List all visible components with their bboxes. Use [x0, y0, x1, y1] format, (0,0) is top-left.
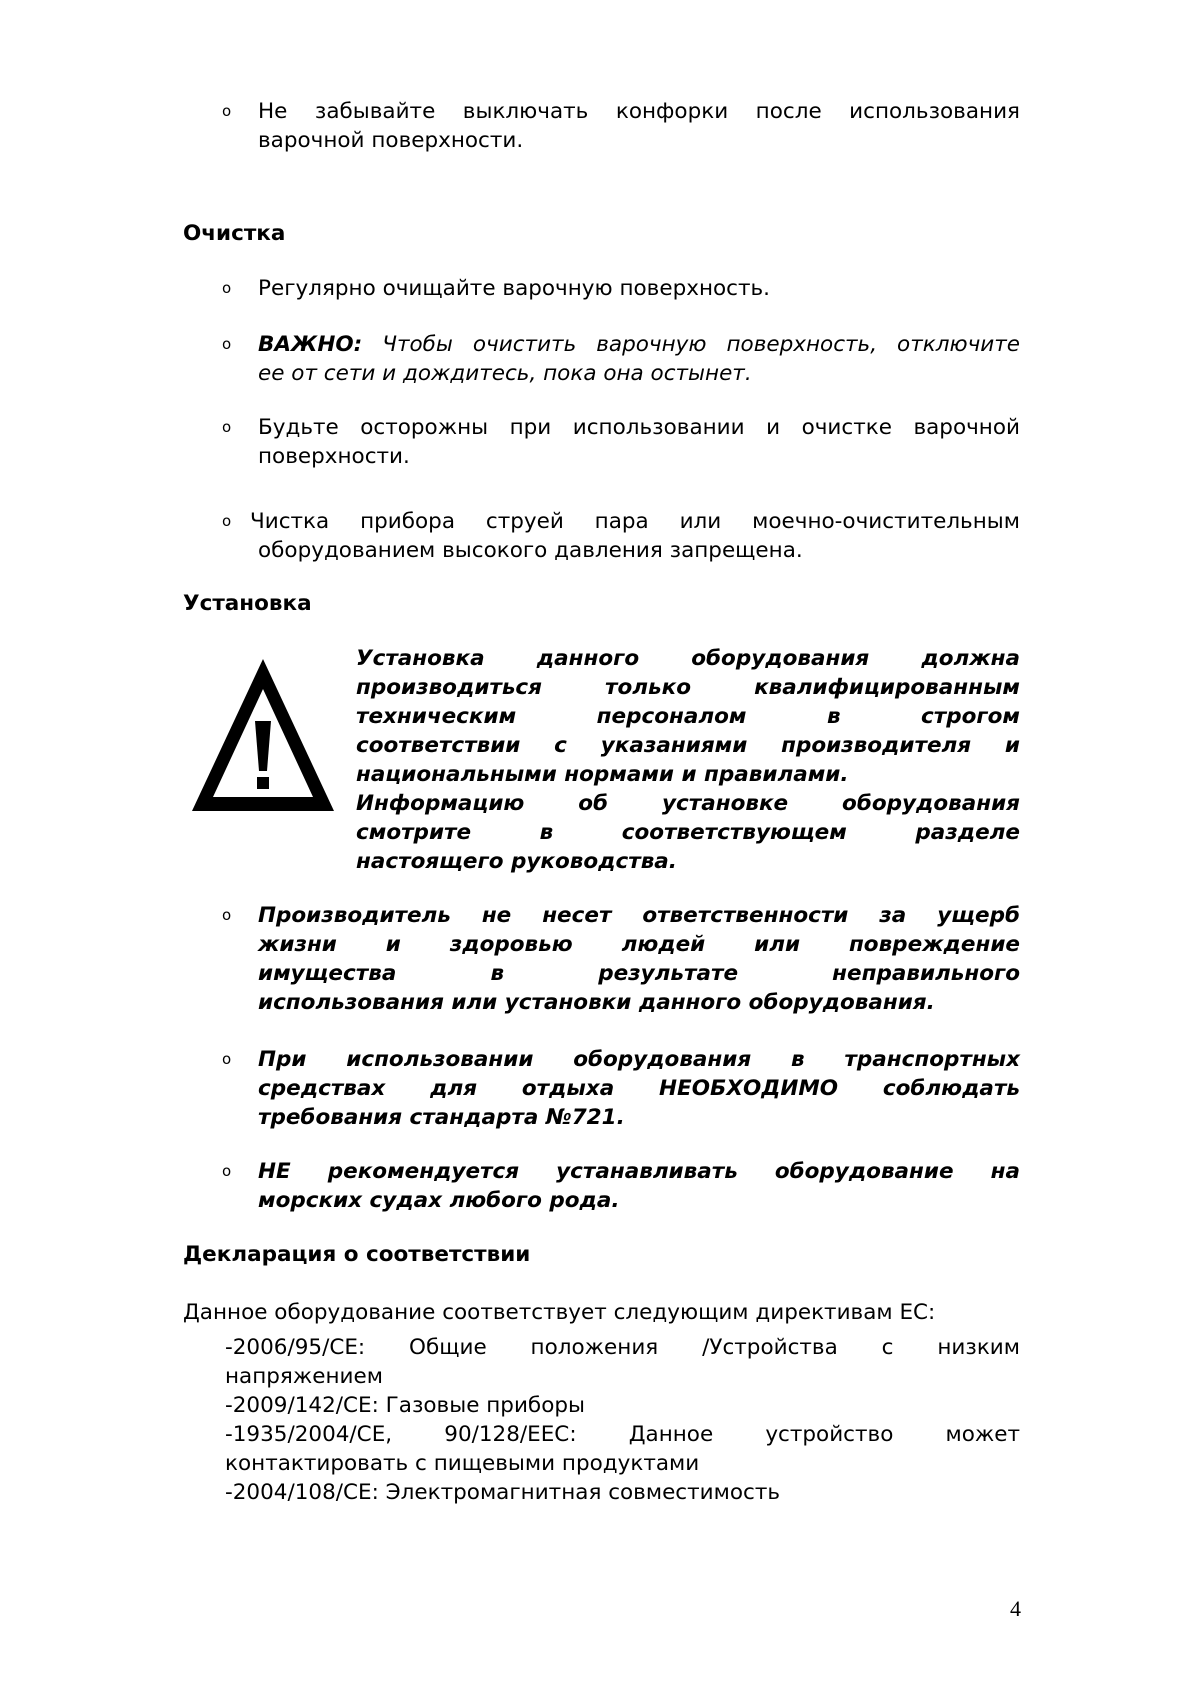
text-line: Данное оборудование соответствует следующим директивам ЕС:	[183, 1300, 936, 1325]
list-item-important	[258, 330, 1020, 388]
directive-line: -2006/95/CE: Общие положения /Устройства с низким	[225, 1335, 1020, 1360]
text-line: Информацию об установке оборудования	[356, 791, 1020, 816]
text-line: жизни и здоровью людей или повреждение	[258, 932, 1020, 957]
text-line: оборудованием высокого давления запрещена.	[258, 538, 803, 563]
bullet: o	[222, 1162, 232, 1180]
directive-line: контактировать с пищевыми продуктами	[225, 1451, 700, 1476]
text-line: Производитель не несет ответственности за ущерб	[258, 903, 1020, 928]
text-line: средствах для отдыха НЕОБХОДИМО соблюдать	[258, 1076, 1020, 1101]
text-line: производиться только квалифицированным	[356, 675, 1020, 700]
bullet: o	[222, 335, 232, 353]
list-item	[258, 274, 1020, 303]
text-line: требования стандарта №721.	[258, 1105, 625, 1130]
text-line: Не забывайте выключать конфорки после использования	[258, 99, 1020, 124]
bullet: o	[222, 1050, 232, 1068]
text-line: Установка данного оборудования должна	[356, 646, 1020, 671]
list-item	[258, 97, 1020, 155]
page-number: 4	[1010, 1596, 1021, 1621]
section-heading-installation: Установка	[183, 591, 312, 616]
text-line: соответствии с указаниями производителя и	[356, 733, 1020, 758]
text-line: техническим персоналом в строгом	[356, 704, 1020, 729]
section-heading-cleaning: Очистка	[183, 221, 286, 246]
text-line: ее от сети и дождитесь, пока она остынет.	[258, 361, 752, 386]
text-line: настоящего руководства.	[356, 849, 677, 874]
bullet: o	[222, 102, 232, 120]
text-line: морских судах любого рода.	[258, 1188, 620, 1213]
text-line: смотрите в соответствующем разделе	[356, 820, 1020, 845]
text-line: Будьте осторожны при использовании и очистке варочной	[258, 415, 1020, 440]
text-line: варочной поверхности.	[258, 128, 524, 153]
list-item	[258, 901, 1020, 1017]
text-line: национальными нормами и правилами.	[356, 762, 849, 787]
declaration-intro	[183, 1298, 1023, 1327]
list-item	[258, 1157, 1020, 1215]
directive-line: -1935/2004/CE, 90/128/EEC: Данное устройство может	[225, 1422, 1020, 1447]
text-line: Чтобы очистить варочную поверхность, отключите	[362, 332, 1020, 357]
text-line: имущества в результате неправильного	[258, 961, 1020, 986]
bullet: o	[222, 512, 232, 530]
directive-line: -2009/142/CE: Газовые приборы	[225, 1393, 585, 1418]
bullet: o	[222, 418, 232, 436]
warning-triangle-icon	[188, 655, 338, 815]
text-line: поверхности.	[258, 444, 410, 469]
directive-line: напряжением	[225, 1364, 383, 1389]
text-line: При использовании оборудования в транспортных	[258, 1047, 1020, 1072]
text-line: НЕ рекомендуется устанавливать оборудование на	[258, 1159, 1020, 1184]
directive-line: -2004/108/CE: Электромагнитная совместимость	[225, 1480, 781, 1505]
text-line: Чистка прибора струей пара или моечно-очистительным	[250, 509, 1020, 534]
list-item	[250, 507, 1020, 565]
bullet: o	[222, 906, 232, 924]
important-label: ВАЖНО:	[258, 332, 363, 357]
list-item	[258, 1045, 1020, 1132]
list-item	[258, 413, 1020, 471]
bullet: o	[222, 279, 232, 297]
section-heading-declaration: Декларация о соответствии	[183, 1242, 531, 1267]
installation-warning-text	[356, 644, 1020, 876]
text-line: Регулярно очищайте варочную поверхность.	[258, 276, 771, 301]
declaration-directives	[225, 1333, 1020, 1507]
text-line: использования или установки данного оборудования.	[258, 990, 935, 1015]
